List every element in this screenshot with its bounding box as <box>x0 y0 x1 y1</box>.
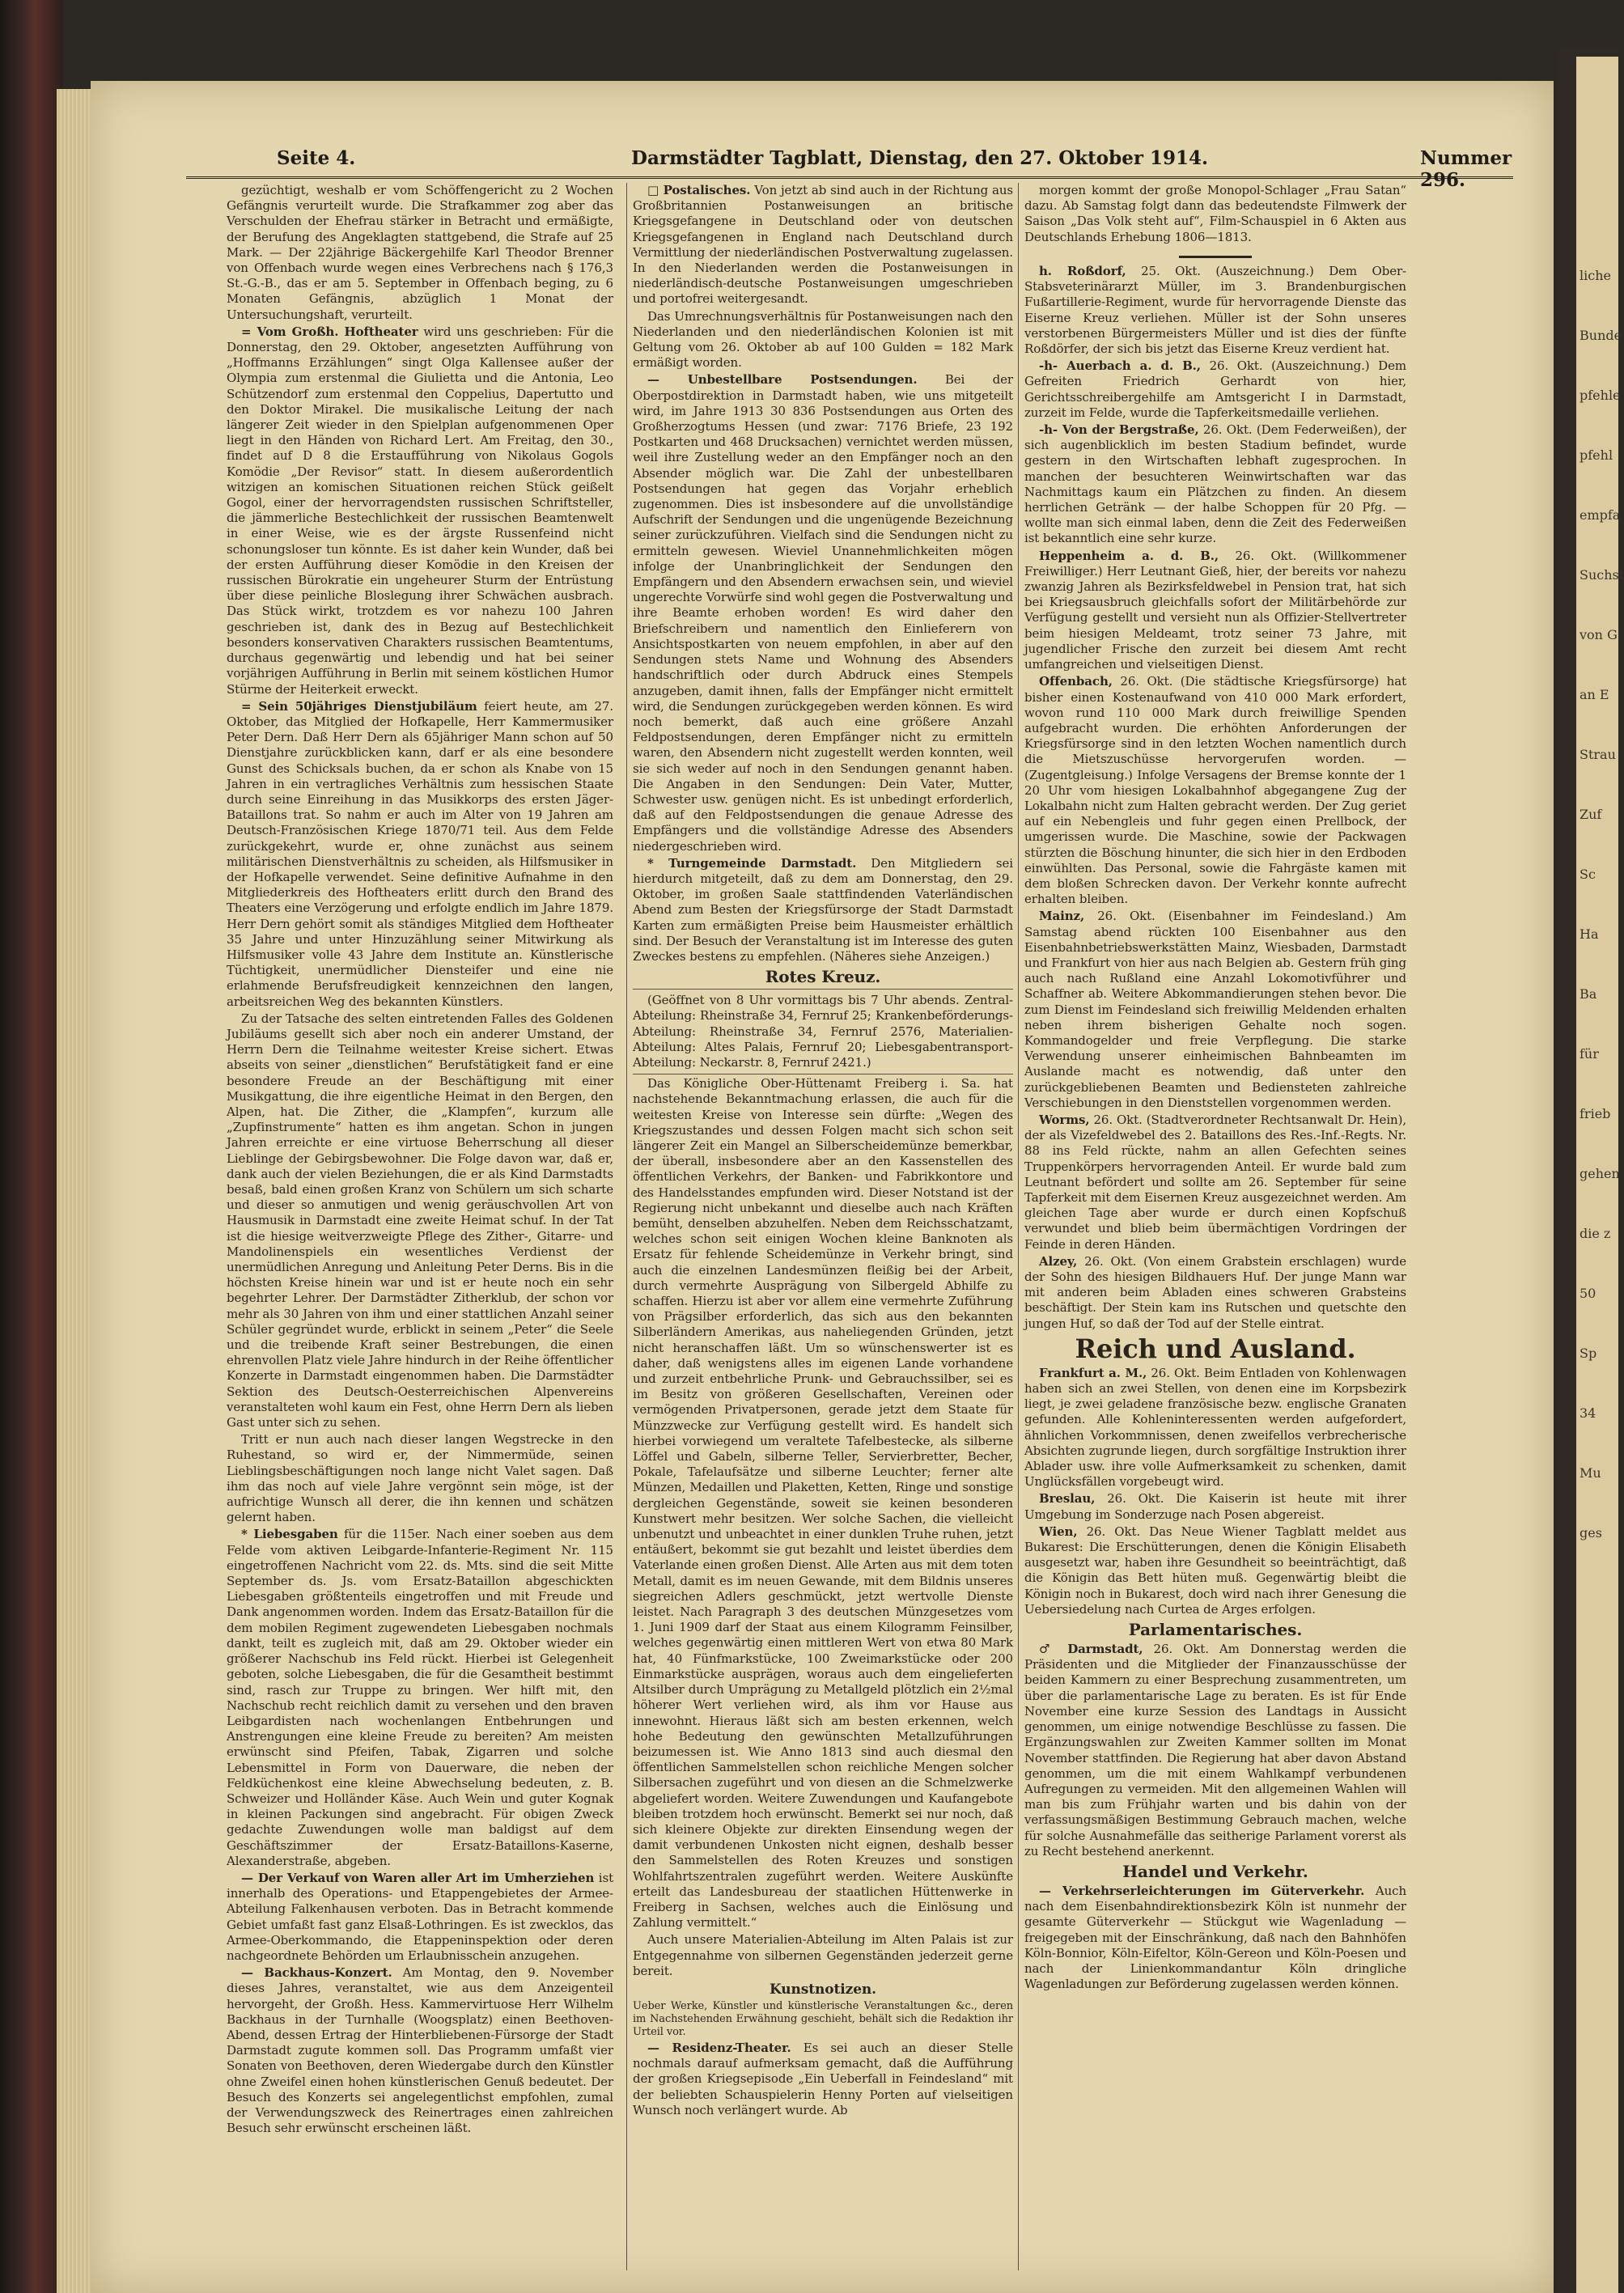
section-heading: Rotes Kreuz. <box>765 967 881 987</box>
next-page-fragment: frieb <box>1579 1106 1611 1121</box>
column-1 <box>227 183 613 2270</box>
article-text: Am Montag, den 9. November dieses Jahres, veranstaltet, wie aus dem Anzeigenteil hervorgeht, der Großh. Hess. Kammervirtuose Herr Wilhelm Backhaus in der Turnhalle (Woogsplatz) einen Beethoven-Abend, dessen Ertrag der Hinterbliebenen-Fürsorge der Stadt Darmstadt zugute kommen soll. Das Programm umfaßt vier Sonaten von Beethoven, deren Wiedergabe durch den Künstler ohne Zweifel einen hohen künstlerischen Genuß bedeutet. Der Besuch des Konzerts sei angelegentlichst empfohlen, zumal der Verwendungszweck des Reinertrages einen zahlreichen Besuch sehr erwünscht erscheinen läßt. <box>227 1965 613 2136</box>
next-page-fragment: an E <box>1579 687 1609 702</box>
article-lead: Alzey, <box>1039 1253 1078 1269</box>
article-lead: = Vom Großh. Hoftheater <box>241 324 418 339</box>
article-text: Es sei auch an dieser Stelle nochmals darauf aufmerksam gemacht, daß die Aufführung der großen Kriegsepisode „Ein Ueberfall in Feindesland“ mit der beliebten Schauspielerin Henny Porten auf vielseitigen Wunsch noch verlängert wurde. Ab <box>633 2040 1013 2117</box>
article-paragraph <box>1024 674 1406 907</box>
divider-ornament <box>1024 247 1406 262</box>
masthead-title: Darmstädter Tagblatt, Dienstag, den 27. Oktober 1914. <box>631 147 1208 169</box>
next-page-fragment: pfehle <box>1579 388 1621 403</box>
article-paragraph <box>227 1011 613 1430</box>
article-text: gezüchtigt, weshalb er vom Schöffengericht zu 2 Wochen Gefängnis verurteilt wurde. Die Strafkammer zog aber das Verschulden der Ehefrau stärker in Betracht und ermäßigte, der Berufung des Angeklagten stattgebend, die Strafe auf 25 Mark. — Der 22jährige Bäckergehilfe Karl Theodor Brenner von Offenbach wurde wegen eines Verbrechens nach § 176,3 St.-G.-B., das er am 5. September in Offenbach beging, zu 6 Monaten Gefängnis, abzüglich 1 Monat der Untersuchungshaft, verurteilt. <box>227 183 613 322</box>
article-text: 25. Okt. (Auszeichnung.) Dem Ober-Stabsveterinärarzt Müller, im 3. Brandenburgischen Fußartillerie-Regiment, wurde für hervorragende Dienste das Eiserne Kreuz verliehen. Müller ist der Sohn unseres verstorbenen Bürgermeisters Müller und ist dies der fünfte Roßdörfer, der sich bis jetzt das Eiserne Kreuz verdient hat. <box>1024 264 1407 357</box>
article-paragraph <box>227 1871 613 1964</box>
article-paragraph <box>1024 1491 1406 1522</box>
article-paragraph <box>1024 1884 1406 1992</box>
next-page-edge <box>1576 57 1624 2293</box>
article-text: Den Mitgliedern sei hierdurch mitgeteilt, daß zu dem am Donnerstag, den 29. Oktober, im großen Saale stattfindenden Vaterländischen Abend zum Besten der Kriegsfürsorge der Stadt Darmstadt Karten zum ermäßigten Preise beim Hausmeister erhältlich sind. Der Besuch der Veranstaltung ist im Interesse des guten Zweckes bestens zu empfehlen. (Näheres siehe Anzeigen.) <box>633 855 1014 964</box>
article-text: Von jetzt ab sind auch in der Richtung aus Großbritannien Postanweisungen an britische Kriegsgefangene in Deutschland oder von deutschen Kriegsgefangenen in England nach Deutschland durch Vermittlung der niederländischen Postverwaltung zugelassen. In den Niederlanden werden die Postanweisungen in niederländisch-deutsche Postanweisungen umgeschrieben und portofrei weitergesandt. <box>633 183 1014 307</box>
article-paragraph <box>633 183 1013 307</box>
article-lead: -h- Von der Bergstraße, <box>1039 422 1199 438</box>
article-paragraph <box>227 1432 613 1525</box>
article-paragraph <box>633 1932 1013 1979</box>
article-paragraph <box>227 1965 613 2136</box>
article-paragraph <box>633 372 1013 854</box>
next-page-fragment: ges <box>1579 1525 1602 1541</box>
article-text: 26. Okt. Am Donnerstag werden die Präsidenten und die Mitglieder der Finanzausschüsse der beiden Kammern zu einer Besprechung zusammentreten, um über die parlamentarische Lage zu beraten. Es ist für Ende November eine kurze Session des Landtags in Aussicht genommen, um einige notwendige Beschlüsse zu fassen. Die Ergänzungswahlen zur Zweiten Kammer sollten im Monat November stattfinden. Die Regierung hat aber davon Abstand genommen, um die mit einem Wahlkampf verbundenen Aufregungen zu vermeiden. Mit den allgemeinen Wahlen will man bis zum Frühjahr warten und bis dahin von der verfassungsmäßigen Bestimmung Gebrauch machen, welche für solche Ausnahmefälle das seitherige Parlament vorerst als zu Recht bestehend anerkennt. <box>1024 1642 1406 1859</box>
issue-number: Nummer 296. <box>1420 147 1512 191</box>
article-lead: Heppenheim a. d. B., <box>1039 548 1219 563</box>
article-text: wird uns geschrieben: Für die Donnerstag, den 29. Oktober, angesetzten Aufführung von „Hoffmanns Erzählungen“ singt Olga Kallensee außer der Olympia zum erstenmal die Giulietta und die Antonia, Leo Schützendorf zum erstenmal den Coppelius, Dapertutto und den Doktor Mirakel. Die musikalische Leitung der nach längerer Zeit wieder in den Spielplan aufgenommenen Oper liegt in den Händen von Richard Lert. Am Freitag, den 30., findet auf D 8 die Erstaufführung von Nikolaus Gogols Komödie „Der Revisor“ statt. In diesem außerordentlich witzigen an komischen Situationen reichen Stück geißelt Gogol, einer der hervorragendsten russischen Schriftsteller, die jämmerliche Bestechlichkeit der russischen Beamtenwelt in einer Weise, wie es der ärgste Russenfeind nicht schonungsloser tun könnte. Es ist daher kein Wunder, daß bei der ersten Aufführung dieser Komödie in den Kreisen der russischen Bürokratie ein ungeheurer Sturm der Entrüstung über diese peinliche Bloslegung ihrer Schwächen ausbrach. Das Stück wirkt, trotzdem es vor nahezu 100 Jahren geschrieben ist, dank des in Bezug auf Bestechlichkeit besonders konservativen Charakters russischen Beamtentums, durchaus gegenwärtig und lebendig und hat bei seiner vorjährigen Aufführung in Berlin mit seinem köstlichen Humor Stürme der Heiterkeit erweckt. <box>227 324 613 697</box>
next-page-fragment: Mu <box>1579 1465 1601 1481</box>
article-text: Das Königliche Ober-Hüttenamt Freiberg i. Sa. hat nachstehende Bekanntmachung erlassen, die auch für die weitesten Kreise von Interesse sein dürfte: „Wegen des Kriegszustandes und dessen Folgen macht sich schon seit längerer Zeit ein Mangel an Silberscheidemünze bemerkbar, der überall, insbesondere aber an den Kassenstellen des öffentlichen Verkehrs, der Banken- und Fabrikkontore und des Handelsstandes empfunden wird. Dieser Notstand ist der Regierung nicht unbekannt und dieselbe auch nach Kräften bemüht, denselben abzuhelfen. Neben dem Reichsschatzamt, welches schon seit einigen Wochen kleine Banknoten als Ersatz für fehlende Scheidemünze in Verkehr bringt, sind auch die einzelnen Landesmünzen fleißig bei der Arbeit, durch vermehrte Ausprägung von Silbergeld Abhilfe zu schaffen. Hierzu ist aber vor allem eine vermehrte Zuführung von Prägsilber erforderlich, das sich aus den bekannten Silberländern Amerikas, aus naheliegenden Gründen, jetzt nicht heranschaffen läßt. Um so wünschenswerter ist es daher, daß wenigstens alles im eigenen Lande vorhandene und zurzeit entbehrliche Prunk- und Gebrauchssilber, sei es im Besitz von größeren Gesellschaften, Vereinen oder vermögenden Privatpersonen, gerade jetzt dem Staate für Münzzwecke zur Verfügung gestellt wird. Es handelt sich hierbei vorwiegend um veraltete Tafelbestecke, als silberne Löffel und Gabeln, silberne Teller, Servierbretter, Becher, Pokale, Tafelaufsätze und silberne Leuchter; ferner alte Münzen, Medaillen und Plaketten, Ketten, Ringe und sonstige dergleichen Gegenstände, soweit sie keinen besonderen Kunstwert mehr besitzen. Wer solche Sachen, die vielleicht unbenutzt und unbeachtet in einer dunklen Truhe ruhen, jetzt entäußert, bekommt sie gut bezahlt und leistet überdies dem Vaterlande einen großen Dienst. Alle Arten aus mit dem toten Metall, damit es im neuen Gewande, mit dem Bildnis unseres siegreichen Adlers geschmückt, jetzt wertvolle Dienste leistet. Nach Paragraph 3 des deutschen Münzgesetzes vom 1. Juni 1909 darf der Staat aus einem Kilogramm Feinsilber, welches gegenwärtig einen mittleren Wert von etwa 80 Mark hat, 40 Fünfmarkstücke, 100 Zweimarkstücke oder 200 Einmarkstücke ausprägen, woraus auch dem eingelieferten Altsilber durch Umprägung zu Metallgeld plötzlich ein 2½mal höherer Wert verliehen wird, als ihm vor Hause aus innewohnt. Hieraus läßt sich am besten erkennen, welch hohe Bedeutung den gewünschten Metallzuführungen beizumessen ist. Wie Anno 1813 sind auch diesmal den öffentlichen Sammelstellen schon reichliche Mengen solcher Silbersachen zugeführt und von diesen an die Schmelzwerke abgeliefert worden. Weitere Zuwendungen und Kaufangebote bleiben trotzdem hoch erwünscht. Bemerkt sei nur noch, daß sich kleinere Objekte zur direkten Einsendung wegen der damit verbundenen Unkosten nicht eignen, deshalb besser den Sammelstellen des Roten Kreuzes und sonstigen Wohlfahrtszentralen zugeführt werden. Weitere Auskünfte erteilt das Landesbureau der staatlichen Hüttenwerke in Freiberg in Sachsen, welches auch die Einlösung und Zahlung vermittelt.“ <box>633 1076 1013 1931</box>
article-paragraph <box>1024 422 1406 547</box>
next-page-fragment: Sp <box>1579 1346 1597 1361</box>
next-page-fragment: Suchst <box>1579 567 1624 583</box>
section-heading: Reich und Ausland. <box>1075 1333 1356 1364</box>
editorial-note: Ueber Werke, Künstler und künstlerische Veranstaltungen &c., deren im Nachstehenden Erwähnung geschieht, behält sich die Redaktion ihr Urteil vor. <box>633 1999 1013 2038</box>
next-page-fragment: Ha <box>1579 926 1599 942</box>
article-paragraph <box>1024 183 1406 245</box>
article-lead: □ Postalisches. <box>647 183 751 197</box>
article-text: 26. Okt. (Dem Federweißen), der sich augenblicklich im besten Stadium befindet, wurde gestern in den Wirtschaften lebhaft zugesprochen. In manchen der besuchteren Weinwirtschaften war das Nachmittags kaum ein Plätzchen zu finden. An diesem herrlichen Getränk — der halbe Schoppen für 20 Pfg. — wollte man sich einmal laben, denn die Zeit des Federweißen ist bekanntlich eine sehr kurze. <box>1024 422 1406 546</box>
article-lead: — Residenz-Theater. <box>647 2040 791 2055</box>
article-paragraph <box>1024 1524 1406 1617</box>
column-3 <box>1024 183 1406 2270</box>
section-heading: Kunstnotizen. <box>769 1981 876 1998</box>
article-text: feiert heute, am 27. Oktober, das Mitglied der Hofkapelle, Herr Kammermusiker Peter Dern. Daß Herr Dern als 65jähriger Mann schon auf 50 Dienstjahre zurückblicken kann, darf er als eine besondere Gunst des Schicksals buchen, da er schon als Knabe von 15 Jahren in ein vertragliches Verhältnis zum hessischen Staate durch seine Einreihung in das Musikkorps des ersten Jäger-Bataillons trat. So nahm er auch im Alter von 19 Jahren am Deutsch-Französischen Kriege 1870/71 teil. Aus dem Felde zurückgekehrt, wurde er, ohne zunächst aus seinem militärischen Dienstverhältnis zu scheiden, als Hilfsmusiker in der Hofkapelle verwendet. Seine definitive Aufnahme in den Mitgliederkreis des Hoftheaters erlitt durch den Brand des Theaters eine Verzögerung und erfolgte endlich im Jahre 1879. Herr Dern gehört somit als ständiges Mitglied dem Hoftheater 35 Jahre und unter Hinzuzählung seiner Mitwirkung als Hilfsmusiker volle 43 Jahre dem Institute an. Künstlerische Tüchtigkeit, unermüdlicher Diensteifer und eine nie erlahmende Berufsfreudigkeit kennzeichnen den langen, arbeitsreichen Weg des bekannten Künstlers. <box>227 698 614 1009</box>
book-spine <box>0 0 63 2293</box>
article-text: Auch nach dem Eisenbahndirektionsbezirk Köln ist nunmehr der gesamte Güterverkehr — Stückgut wie Wagenladung — freigegeben mit der Einschränkung, daß nach den Bahnhöfen Köln-Bonnior, Köln-Eifeltor, Köln-Gereon und Köln-Poesen und nach der Linienkommandantur Köln dringliche Wagenladungen zur Beförderung zugelassen werden können. <box>1024 1883 1407 1992</box>
article-paragraph <box>227 324 613 697</box>
article-lead: Breslau, <box>1039 1491 1096 1507</box>
article-text: Das Umrechnungsverhältnis für Postanweisungen nach den Niederlanden und den niederländischen Kolonien ist mit Geltung vom 26. Oktober ab auf 100 Gulden = 182 Mark ermäßigt worden. <box>633 308 1013 371</box>
next-page-fragment: Ba <box>1579 986 1597 1002</box>
section-heading: Handel und Verkehr. <box>1122 1861 1308 1881</box>
article-text: 26. Okt. Die Kaiserin ist heute mit ihrer Umgebung im Sonderzuge nach Posen abgereist. <box>1024 1491 1407 1522</box>
column-2 <box>633 183 1013 2270</box>
article-lead: = Sein 50jähriges Dienstjubiläum <box>241 698 477 714</box>
article-lead: — Verkehrserleichterungen im Güterverkehr. <box>1039 1883 1365 1898</box>
article-paragraph <box>227 1527 613 1868</box>
article-paragraph <box>1024 1254 1406 1332</box>
article-lead: * Liebesgaben <box>241 1527 338 1542</box>
next-page-fragment: die z <box>1579 1226 1611 1241</box>
article-lead: Wien, <box>1039 1524 1078 1539</box>
article-text: 26. Okt. Beim Entladen von Kohlenwagen haben sich an zwei Stellen, von denen eine im Korpsbezirk liegt, je zwei geladene französische bezw. englische Granaten gefunden. Alle Kohleninteressenten werden aufgefordert, ähnlichen Vorkommnissen, denen zweifellos verbrecherische Absichten zugrunde liegen, durch sorgfältige Instruktion ihrer Ablader usw. ihre volle Aufmerksamkeit zu schenken, damit Unglücksfällen vorgebeugt wird. <box>1024 1365 1406 1490</box>
article-text: 26. Okt. (Von einem Grabstein erschlagen) wurde der Sohn des hiesigen Bildhauers Huf. Der junge Mann war mit anderen beim Abladen eines schweren Grabsteins beschäftigt. Der Stein kam ins Rutschen und quetschte den jungen Huf, so daß der Tod auf der Stelle eintrat. <box>1024 1253 1407 1331</box>
article-paragraph <box>1024 1113 1406 1252</box>
article-text: ist innerhalb des Operations- und Etappengebietes der Armee-Abteilung Falkenhausen verboten. Das in Betracht kommende Gebiet umfaßt fast ganz Elsaß-Lothringen. Es ist zwecklos, das Armee-Oberkommando, die Etappeninspektion oder deren nachgeordnete Behörden um Erlaubnisschein anzugehen. <box>227 1870 614 1963</box>
article-lead: * Turngemeinde Darmstadt. <box>647 855 857 871</box>
article-lead: Mainz, <box>1039 909 1085 924</box>
article-paragraph <box>227 183 613 323</box>
article-lead: ♂ Darmstadt, <box>1039 1642 1143 1657</box>
article-paragraph <box>1024 264 1406 357</box>
next-page-fragment: 34 <box>1579 1405 1596 1421</box>
article-text: 26. Okt. (Willkommener Freiwilliger.) Herr Leutnant Gieß, hier, der bereits vor nahezu zwanzig Jahren als Bezirksfeldwebel in Pension trat, hat sich bei Kriegsausbruch gleichfalls sofort der Militärbehörde zur Verfügung gestellt und versieht nun als Offizier-Stellvertreter beim hiesigen Meldeamt, trotz seiner 73 Jahre, mit jugendlicher Frische den zurzeit bei diesem Amt recht umfangreichen und vielseitigen Dienst. <box>1024 548 1406 672</box>
next-page-fragment: liche <box>1579 268 1611 283</box>
article-text: Tritt er nun auch nach dieser langen Wegstrecke in den Ruhestand, so wird er, der Nimmermüde, seinen Lieblingsbeschäftigungen noch lange nicht Valet sagen. Daß ihm das noch auf viele Jahre vergönnt sein möge, ist der aufrichtige Wunsch all derer, die ihn kennen und schätzen gelernt haben. <box>227 1432 613 1525</box>
article-text: morgen kommt der große Monopol-Schlager „Frau Satan“ dazu. Ab Samstag folgt dann das bedeutendste Filmwerk der Saison „Das Volk steht auf“, Film-Schauspiel in 6 Akten aus Deutschlands Erhebung 1806—1813. <box>1024 183 1406 244</box>
article-paragraph <box>633 856 1013 964</box>
next-page-fragment: für <box>1579 1046 1599 1062</box>
article-paragraph <box>633 2041 1013 2118</box>
article-paragraph <box>633 1076 1013 1931</box>
article-text: für die 115er. Nach einer soeben aus dem Felde vom aktiven Leibgarde-Infanterie-Regiment Nr. 115 eingetroffenen Nachricht vom 22. ds. Mts. sind die seit Mitte September ds. Js. vom Ersatz-Bataillon abgeschickten Liebesgaben größtenteils eingetroffen und mit Freude und Dank angenommen worden. Indem das Ersatz-Bataillon für die dem mobilen Regiment zugewendeten Liebesgaben nochmals dankt, teilt es zugleich mit, daß am 29. Oktober wieder ein größerer Nachschub ins Feld rückt. Hierbei ist Gelegenheit geboten, solche Liebesgaben, die für die Gesamtheit bestimmt sind, rasch zur Truppe zu bringen. Wer hilft mit, den Nachschub recht reichlich damit zu versehen und den braven Leibgardisten nach wochenlangen Entbehrungen und Anstrengungen eine kleine Freude zu bereiten? Am meisten erwünscht sind Pfeifen, Tabak, Zigarren und solche Lebensmittel in Form von Dauerware, die neben der Feldküchenkost eine kleine Abwechselung bedeuten, z. B. Schweizer und Holländer Käse. Auch Wein und guter Kognak in kleinen Packungen sind angebracht. Für obigen Zweck gedachte Zuwendungen wolle man baldigst auf dem Geschäftszimmer der Ersatz-Bataillons-Kaserne, Alexanderstraße, abgeben. <box>227 1527 613 1868</box>
article-paragraph <box>1024 358 1406 421</box>
article-paragraph <box>1024 1366 1406 1490</box>
info-box: (Geöffnet von 8 Uhr vormittags bis 7 Uhr abends. Zentral-Abteilung: Rheinstraße 34, Fernruf 25; Krankenbeförderungs-Abteilung: Rheinstraße 34, Fernruf 2576, Materialien-Abteilung: Altes Palais, Fernruf 20; Liebesgabentransport-Abteilung: Neckarstr. 8, Fernruf 2421.) <box>633 989 1013 1074</box>
article-text: 26. Okt. (Eisenbahner im Feindesland.) Am Samstag abend rückten 100 Eisenbahner aus den Eisenbahnbetriebswerkstätten Mainz, Wiesbaden, Darmstadt und Frankfurt von hier aus nach Belgien ab. Gestern früh ging auch nach Rußland eine Anzahl Lokomotivführer und Schaffner ab. Weitere Abkommandierungen stehen bevor. Die zum Dienst im Feindesland sich freiwillig Meldenden erhalten neben ihrem bisherigen Gehalte noch sogen. Kommandogelder und freie Verpflegung. Die starke Verwendung unserer einheimischen Bahnbeamten im Auslande macht es notwendig, daß unter den zurückgebliebenen Beamten und Bediensteten zahlreiche Verschiebungen in den Dienststellen vorgenommen werden. <box>1024 909 1406 1110</box>
article-text: 26. Okt. (Die städtische Kriegsfürsorge) hat bisher einen Kostenaufwand von 410 000 Mark erfordert, wovon rund 110 000 Mark durch freiwillige Spenden aufgebracht wurden. Die erhöhten Anforderungen der Kriegsfürsorge sind in den letzten Wochen namentlich durch die Mietszuschüsse hervorgerufen worden. — (Zugentgleisung.) Infolge Versagens der Bremse konnte der 1 20 Uhr vom hiesigen Lokalbahnhof abgegangene Zug der Lokalbahn nicht zum Halten gebracht werden. Der Zug geriet auf ein Nebengleis und fuhr gegen einen Prellbock, der umgerissen wurde. Die Maschine, sowie der Packwagen stürzten die Böschung hinunter, die sich hier in den Erdboden einwühlten. Das Personal, sowie die Fahrgäste kamen mit dem bloßen Schrecken davon. Der Verkehr konnte aufrecht erhalten bleiben. <box>1024 674 1406 907</box>
article-lead: — Der Verkauf von Waren aller Art im Umherziehen <box>241 1870 595 1885</box>
next-page-fragment: Strau <box>1579 747 1616 762</box>
section-heading: Parlamentarisches. <box>1128 1620 1303 1640</box>
next-page-fragment: Sc <box>1579 867 1596 882</box>
article-paragraph <box>1024 1642 1406 1859</box>
article-text: Zu der Tatsache des selten eintretenden Falles des Goldenen Jubiläums gesellt sich aber noch ein anderer Umstand, der Herrn Dern die Teilnahme weitester Kreise sichert. Etwas abseits von seiner „dienstlichen“ Berufstätigkeit fand er eine besondere Freude an der Beschäftigung mit einer Musikgattung, die ihre eigentliche Heimat in den Bergen, den Alpen, hat. Die Zither, die „Klampfen“, kurzum alle „Zupfinstrumente“ hatten es ihm angetan. Schon in jungen Jahren erreichte er eine virtuose Beherrschung all dieser Lieblinge der Gebirgsbewohner. Die Folge davon war, daß er, dank auch der vielen Beziehungen, die er als Kind Darmstadts besaß, bald einen großen Kranz von Schülern um sich scharte und dieser so anmutigen und wenig geräuschvollen Art von Hausmusik in Darmstadt eine zweite Heimat schuf. In der Tat ist die hiesige weitverzweigte Pflege des Zither-, Gitarre- und Mandolinenspiels ein wesentliches Verdienst der unermüdlichen Anregung und Anleitung Peter Derns. Bis in die höchsten Kreise hinein war und ist er heute noch ein sehr begehrter Lehrer. Der Darmstädter Zitherklub, der schon vor mehr als 30 Jahren von ihm und einer stattlichen Anzahl seiner Schüler gegründet wurde, erblickt in seinem „Peter“ die Seele und die treibende Kraft seiner Bestrebungen, die einen ehrenvollen Platz viele Jahre hindurch in der Reihe öffentlicher Konzerte in Darmstadt eingenommen haben. Die Darmstädter Sektion des Deutsch-Oesterreichischen Alpenvereins veranstalteten wohl kaum ein Fest, ohne Herrn Dern als lieben Gast unter sich zu sehen. <box>227 1011 613 1430</box>
article-text: Bei der Oberpostdirektion in Darmstadt haben, wie uns mitgeteilt wird, im Jahre 1913 30 836 Postsendungen aus Orten des Großherzogtums Hessen (und zwar: 7176 Briefe, 23 192 Postkarten und 468 Drucksachen) vernichtet werden müssen, weil ihre Zustellung weder an den Empfänger noch an den Absender möglich war. Die Zahl der unbestellbaren Postsendungen hat gegen das Vorjahr erheblich zugenommen. Dies ist insbesondere auf die unvollständige Aufschrift der Sendungen und die ungenügende Bezeichnung seiner zurückzuführen. Vielfach sind die Sendungen nicht zu ermitteln gewesen. Wieviel Unannehmlichkeiten mögen infolge der Unanbringlichkeit der Sendungen den Empfängern und den Absendern erwachsen sein, und wieviel ungerechte Vorwürfe sind wohl gegen die Postverwaltung und ihre Beamte erhoben worden! Es wird daher den Briefschreibern und namentlich den Einlieferern von Ansichtspostkarten von neuem empfohlen, in aber auf den Sendungen stets Name und Wohnung des Absenders handschriftlich oder durch Abdruck eines Stempels anzugeben, damit ihnen, falls der Empfänger nicht ermittelt wird, die Sendungen zurückgegeben werden können. Es wird noch bemerkt, daß auch eine größere Anzahl Feldpostsendungen, deren Empfänger nicht zu ermitteln waren, den Absendern nicht zugestellt werden konnten, weil sie sich weder auf noch in den Sendungen genannt haben. Die Angaben in den Sendungen: Dein Vater, Mutter, Schwester usw. genügen nicht. Es ist unbedingt erforderlich, daß auf den Feldpostsendungen die genaue Adresse des Empfängers und die vollständige Adresse des Absenders niedergeschrieben wird. <box>633 372 1013 854</box>
article-paragraph <box>1024 909 1406 1111</box>
article-paragraph <box>1024 549 1406 673</box>
next-page-fragment: empfa <box>1579 507 1621 523</box>
article-text: 26. Okt. (Auszeichnung.) Dem Gefreiten Friedrich Gerhardt von hier, Gerichtsschreibergehilfe am Amtsgericht I in Darmstadt, zurzeit im Felde, wurde die Tapferkeitsmedaille verliehen. <box>1024 358 1407 420</box>
article-lead: h. Roßdorf, <box>1039 264 1126 279</box>
article-lead: — Unbestellbare Postsendungen. <box>647 372 918 388</box>
article-lead: Frankfurt a. M., <box>1039 1365 1147 1380</box>
next-page-fragment: von G <box>1579 627 1618 642</box>
column-divider <box>626 183 627 2270</box>
next-page-fragment: gehen <box>1579 1166 1620 1181</box>
article-text: 26. Okt. Das Neue Wiener Tagblatt meldet aus Bukarest: Die Erschütterungen, denen die Königin Elisabeth ausgesetzt war, haben ihre Gesundheit so beeinträchtigt, daß die Königin das Bett hüten muß. Gegenwärtig bleibt die Königin noch in Bukarest, doch wird nach ihrer Genesung die Uebersiedelung nach Curtea de Arges erfolgen. <box>1024 1524 1406 1617</box>
next-page-fragment: 50 <box>1579 1286 1596 1301</box>
page-number: Seite 4. <box>277 147 356 169</box>
article-lead: -h- Auerbach a. d. B., <box>1039 358 1201 374</box>
article-paragraph <box>227 699 613 1010</box>
next-page-fragment: Bunde <box>1579 328 1622 343</box>
article-lead: Worms, <box>1039 1112 1090 1127</box>
article-text: Auch unsere Materialien-Abteilung im Alten Palais ist zur Entgegennahme von silbernen Gegenständen jederzeit gerne bereit. <box>633 1932 1013 1978</box>
article-paragraph <box>633 309 1013 371</box>
article-text: 26. Okt. (Stadtverordneter Rechtsanwalt Dr. Hein), der als Vizefeldwebel des 2. Bataillons des Res.-Inf.-Regts. Nr. 88 ins Feld rückte, nahm an allen Gefechten seines Truppenkörpers hervorragenden Anteil. Er wurde bald zum Leutnant befördert und sollte am 26. September für seine Tapferkeit mit dem Eisernen Kreuz ausgezeichnet werden. Am gleichen Tage aber wurde er durch einen Kopfschuß verwundet und blieb beim übermächtigen Vordringen der Feinde in deren Händen. <box>1024 1112 1406 1252</box>
column-divider <box>1018 183 1019 2270</box>
article-lead: — Backhaus-Konzert. <box>241 1965 392 1981</box>
article-lead: Offenbach, <box>1039 674 1113 689</box>
next-page-fragment: Zuf <box>1579 807 1602 822</box>
next-page-fragment: pfehl <box>1579 447 1613 463</box>
